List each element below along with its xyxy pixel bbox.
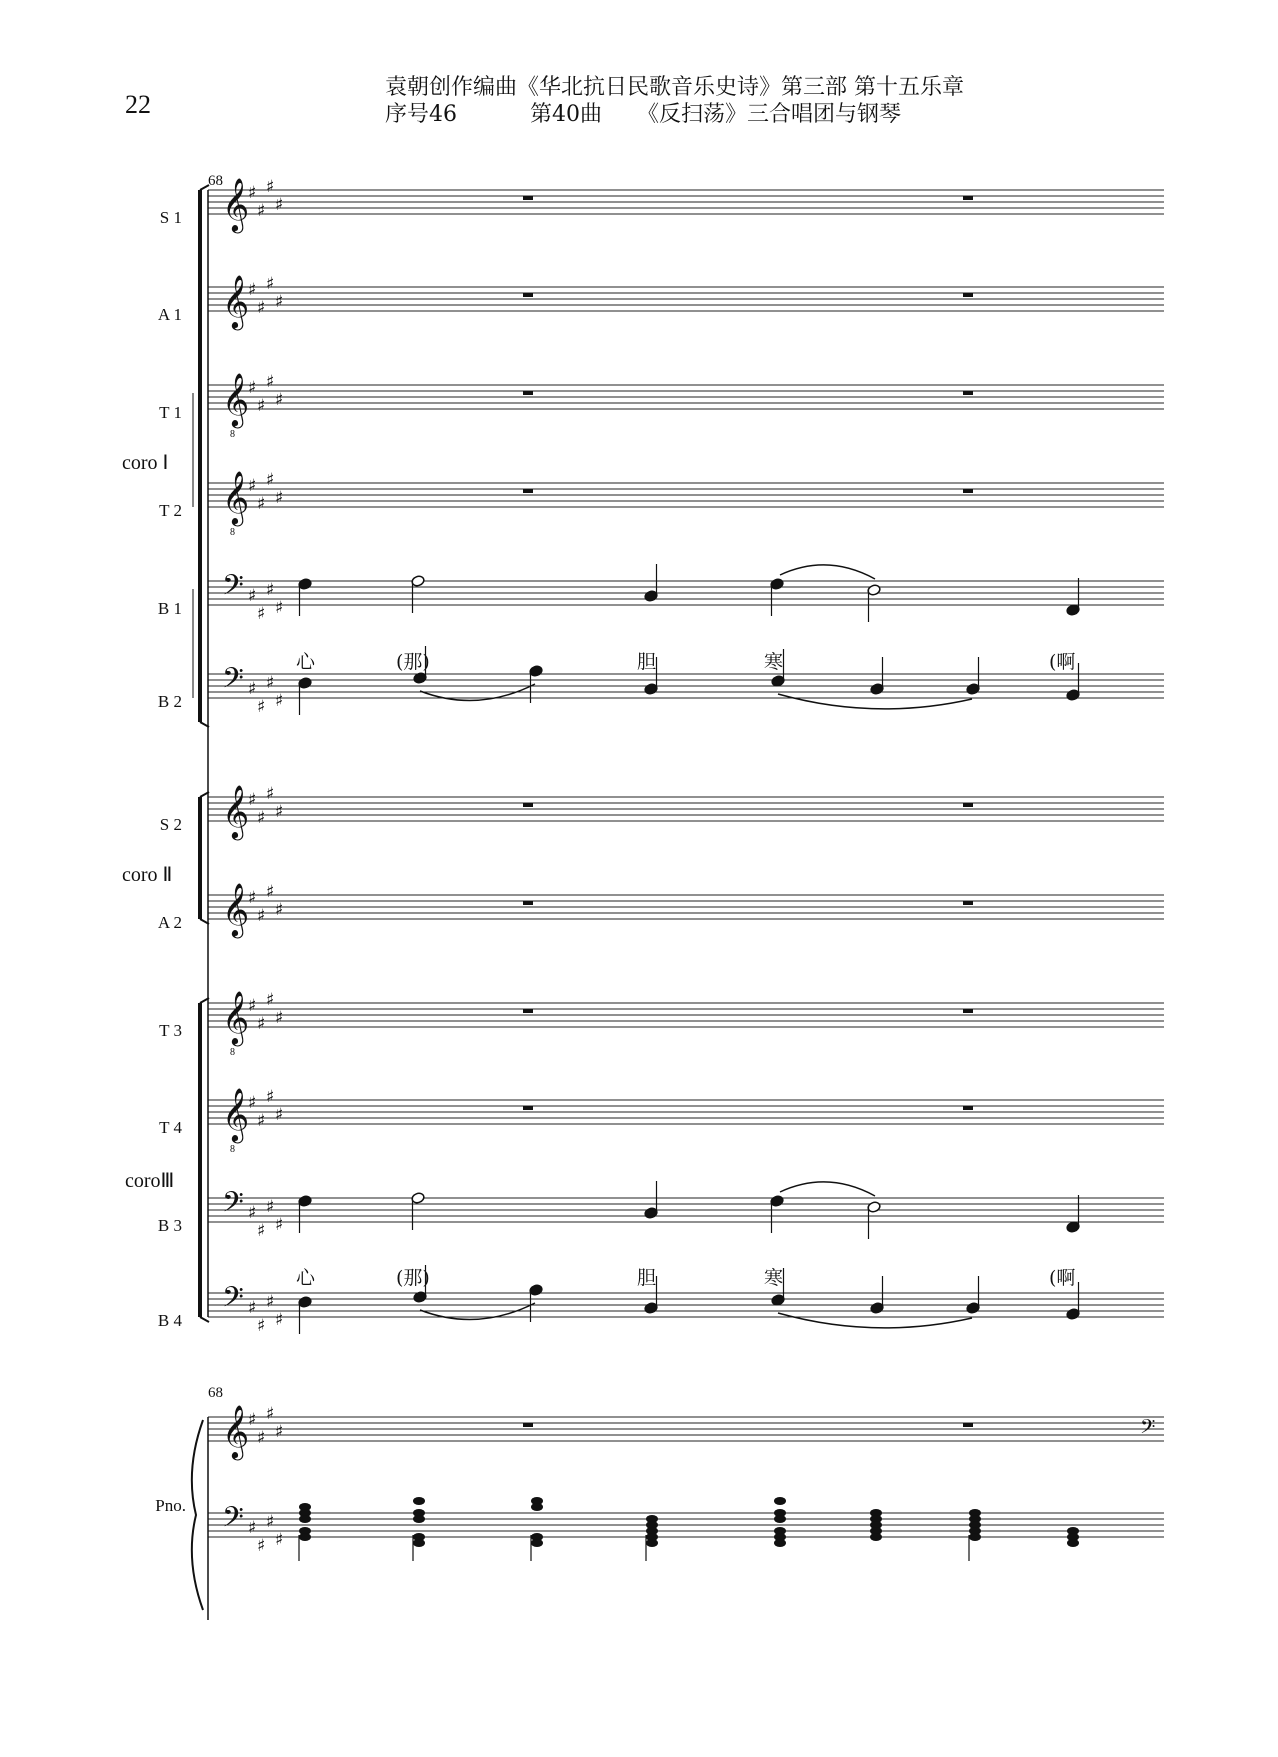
sharp-icon: ♯	[266, 1087, 275, 1107]
treble-clef-icon: 𝄞	[222, 990, 250, 1044]
sharp-icon: ♯	[257, 1111, 266, 1131]
sharp-icon: ♯	[275, 1422, 284, 1442]
bass-clef-icon: 𝄢	[222, 1501, 244, 1541]
treble-clef-icon: 𝄞	[222, 274, 250, 328]
sharp-icon: ♯	[248, 996, 257, 1016]
sharp-icon: ♯	[275, 900, 284, 920]
piano-chord-note	[969, 1533, 981, 1541]
staff-label-b3: B 3	[157, 1216, 182, 1235]
piano-label: Pno.	[155, 1496, 186, 1515]
sharp-icon: ♯	[266, 1292, 275, 1312]
bass-clef-icon: 𝄢	[222, 1186, 244, 1226]
sharp-icon: ♯	[275, 802, 284, 822]
measure-number: 68	[208, 173, 223, 189]
header-piece-title: 《反扫荡》三合唱团与钢琴	[637, 102, 902, 127]
sharp-icon: ♯	[257, 494, 266, 514]
lyric-b1-2: (那)	[396, 651, 430, 673]
rest	[963, 391, 973, 395]
octave-marker: 8	[230, 527, 235, 538]
sharp-icon: ♯	[266, 784, 275, 804]
slur	[780, 565, 875, 579]
sharp-icon: ♯	[257, 1014, 266, 1034]
bass-clef-icon: 𝄢	[222, 569, 244, 609]
sharp-icon: ♯	[275, 292, 284, 312]
lyric-b1-3: 胆	[637, 651, 657, 673]
octave-marker: 8	[230, 1144, 235, 1155]
treble-clef-icon: 𝄞	[222, 1404, 250, 1458]
sharp-icon: ♯	[248, 476, 257, 496]
sharp-icon: ♯	[257, 396, 266, 416]
sharp-icon: ♯	[248, 679, 257, 699]
staff-label-s1: S 1	[159, 208, 182, 227]
lyric-b3-5: (啊	[1049, 1267, 1076, 1289]
bass-clef-icon: 𝄢	[222, 662, 244, 702]
sharp-icon: ♯	[257, 1221, 266, 1241]
rest	[523, 391, 533, 395]
rest	[963, 1106, 973, 1110]
sharp-icon: ♯	[266, 882, 275, 902]
sharp-icon: ♯	[248, 1518, 257, 1538]
sharp-icon: ♯	[266, 673, 275, 693]
staff-label-s2: S 2	[159, 815, 182, 834]
group-label-coro1: coro Ⅰ	[122, 452, 169, 474]
sharp-icon: ♯	[266, 990, 275, 1010]
piano-chord-note	[646, 1539, 658, 1547]
rest	[963, 196, 973, 200]
staff-label-b2: B 2	[157, 692, 182, 711]
piano-chord-note	[531, 1539, 543, 1547]
rest	[523, 1009, 533, 1013]
rest	[963, 489, 973, 493]
sharp-icon: ♯	[257, 201, 266, 221]
sharp-icon: ♯	[275, 691, 284, 711]
rest	[963, 901, 973, 905]
sharp-icon: ♯	[248, 280, 257, 300]
sharp-icon: ♯	[266, 177, 275, 197]
sharp-icon: ♯	[257, 1428, 266, 1448]
piano-chord-note	[531, 1503, 543, 1511]
sharp-icon: ♯	[257, 604, 266, 624]
rest	[963, 293, 973, 297]
sharp-icon: ♯	[266, 372, 275, 392]
bass-clef-change-icon: 𝄢	[1140, 1415, 1156, 1443]
sharp-icon: ♯	[248, 183, 257, 203]
sharp-icon: ♯	[275, 1215, 284, 1235]
header-title-line: 袁朝创作编曲《华北抗日民歌音乐史诗》第三部 第十五乐章	[385, 75, 964, 100]
staff-label-t4: T 4	[159, 1118, 182, 1137]
piano-chord-note	[299, 1533, 311, 1541]
piano-chord-note	[774, 1539, 786, 1547]
staff-label-t2: T 2	[159, 501, 182, 520]
group-label-coro3: coroⅢ	[125, 1170, 175, 1192]
piano-chord-note	[299, 1515, 311, 1523]
sharp-icon: ♯	[257, 1536, 266, 1556]
page-number: 22	[125, 90, 151, 119]
bracket-hook	[200, 1317, 209, 1322]
sharp-icon: ♯	[257, 697, 266, 717]
lyric-b1-4: 寒	[764, 651, 784, 673]
sharp-icon: ♯	[248, 1410, 257, 1430]
treble-clef-icon: 𝄞	[222, 882, 250, 936]
slur	[780, 1182, 875, 1196]
staff-label-t3: T 3	[159, 1021, 182, 1040]
bracket-hook	[200, 185, 209, 190]
sharp-icon: ♯	[275, 1530, 284, 1550]
sharp-icon: ♯	[275, 390, 284, 410]
rest	[523, 901, 533, 905]
staff-label-a1: A 1	[157, 305, 182, 324]
sharp-icon: ♯	[266, 1404, 275, 1424]
staff-label-b1: B 1	[157, 599, 182, 618]
octave-marker: 8	[230, 1047, 235, 1058]
piano-chord-note	[413, 1515, 425, 1523]
sharp-icon: ♯	[266, 274, 275, 294]
sharp-icon: ♯	[275, 1008, 284, 1028]
staff-label-a2: A 2	[157, 913, 182, 932]
sharp-icon: ♯	[275, 1105, 284, 1125]
slur	[778, 1313, 972, 1328]
rest	[963, 1009, 973, 1013]
rest	[523, 1106, 533, 1110]
slur	[778, 694, 972, 709]
piano-brace	[192, 1420, 203, 1610]
bass-clef-icon: 𝄢	[222, 1281, 244, 1321]
rest	[963, 1423, 973, 1427]
sharp-icon: ♯	[266, 580, 275, 600]
lyric-b3-2: (那)	[396, 1267, 430, 1289]
sharp-icon: ♯	[248, 888, 257, 908]
treble-clef-icon: 𝄞	[222, 470, 250, 524]
header-serial: 序号46	[385, 102, 457, 127]
rest	[523, 1423, 533, 1427]
sharp-icon: ♯	[275, 598, 284, 618]
rest	[523, 489, 533, 493]
treble-clef-icon: 𝄞	[222, 372, 250, 426]
piano-chord-note	[774, 1515, 786, 1523]
piano-measure-number: 68	[208, 1385, 223, 1401]
piano-chord-note	[774, 1497, 786, 1505]
piano-chord-note	[1067, 1539, 1079, 1547]
sharp-icon: ♯	[275, 488, 284, 508]
rest	[523, 803, 533, 807]
sharp-icon: ♯	[275, 1310, 284, 1330]
treble-clef-icon: 𝄞	[222, 177, 250, 231]
sharp-icon: ♯	[266, 1512, 275, 1532]
sharp-icon: ♯	[248, 1203, 257, 1223]
piano-chord-note	[413, 1497, 425, 1505]
octave-marker: 8	[230, 429, 235, 440]
piano-chord-note	[870, 1533, 882, 1541]
lyric-b3-1: 心	[296, 1267, 316, 1289]
lyric-b3-4: 寒	[764, 1267, 784, 1289]
sharp-icon: ♯	[248, 790, 257, 810]
sharp-icon: ♯	[257, 906, 266, 926]
rest	[523, 293, 533, 297]
lyric-b3-3: 胆	[637, 1267, 657, 1289]
sharp-icon: ♯	[257, 298, 266, 318]
sharp-icon: ♯	[257, 808, 266, 828]
rest	[963, 803, 973, 807]
treble-clef-icon: 𝄞	[222, 784, 250, 838]
header-piece: 第40曲	[530, 102, 602, 127]
lyric-b1-1: 心	[296, 651, 316, 673]
sharp-icon: ♯	[266, 1197, 275, 1217]
sharp-icon: ♯	[248, 586, 257, 606]
sharp-icon: ♯	[266, 470, 275, 490]
lyric-b1-5: (啊	[1049, 651, 1076, 673]
group-label-coro2: coro Ⅱ	[122, 864, 173, 886]
staff-label-t1: T 1	[159, 403, 182, 422]
sharp-icon: ♯	[248, 1298, 257, 1318]
rest	[523, 196, 533, 200]
treble-clef-icon: 𝄞	[222, 1087, 250, 1141]
piano-chord-note	[413, 1539, 425, 1547]
sharp-icon: ♯	[248, 378, 257, 398]
sharp-icon: ♯	[275, 195, 284, 215]
staff-label-b4: B 4	[157, 1311, 182, 1330]
sharp-icon: ♯	[257, 1316, 266, 1336]
sharp-icon: ♯	[248, 1093, 257, 1113]
